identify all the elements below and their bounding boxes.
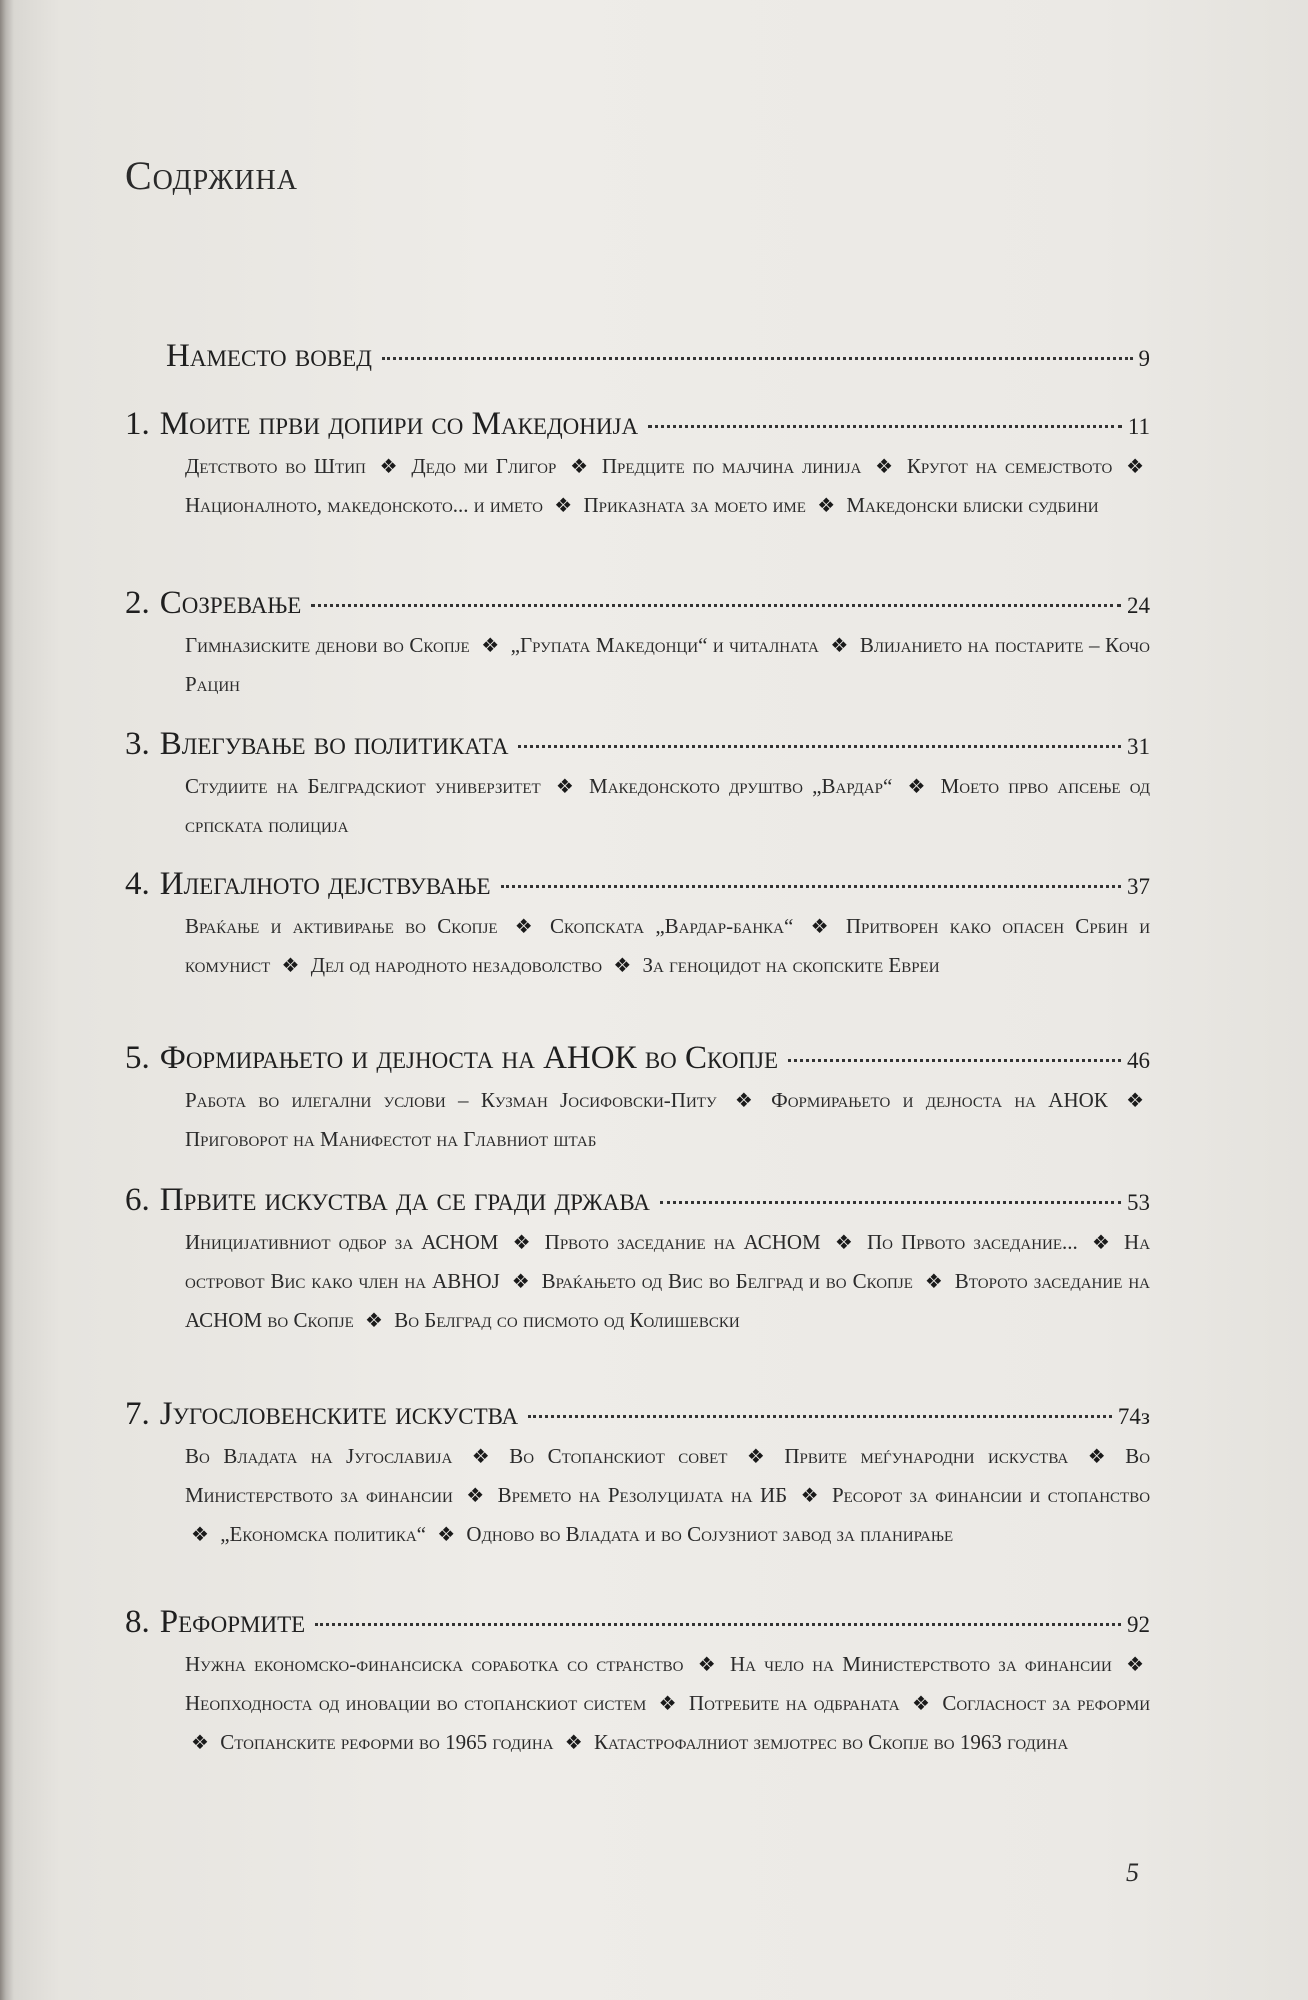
subtopic: Влијанието на постарите – Кочо Рацин xyxy=(185,633,1151,696)
diamond-separator-icon: ❖ xyxy=(734,1090,753,1112)
subtopic: На островот Вис како член на АВНОЈ xyxy=(185,1230,1151,1293)
subtopic: Моето прво апсење од српската полиција xyxy=(185,774,1151,837)
subtopic: Времето на Резолуцијата на ИБ xyxy=(497,1483,788,1507)
chapter-number: 2. xyxy=(125,585,150,621)
chapter-title: Созревање xyxy=(159,585,302,621)
toc-heading[interactable] xyxy=(125,1182,1150,1219)
chapter-title: Илегалното дејствување xyxy=(159,866,491,902)
toc-entry xyxy=(125,726,1150,844)
diamond-separator-icon: ❖ xyxy=(834,1232,853,1254)
subtopic: Детството во Штип xyxy=(185,454,366,478)
toc-heading[interactable] xyxy=(125,1040,1150,1077)
subtopic: Студиите на Белградскиот универзитет xyxy=(185,774,541,798)
subtopic: Скопската „Вардар-банка“ xyxy=(549,914,794,938)
dot-leader xyxy=(528,1415,1112,1418)
subtopic: Ресорот за финансии и стопанство xyxy=(831,1483,1151,1507)
chapter-page-number: 9 xyxy=(1138,346,1150,371)
toc-heading[interactable] xyxy=(125,406,1150,443)
diamond-separator-icon: ❖ xyxy=(365,1310,383,1332)
diamond-separator-icon: ❖ xyxy=(875,456,894,478)
subtopic: Приказната за моето име xyxy=(583,493,806,517)
subtopic: Притворен како опасен Србин и комунист xyxy=(185,914,1151,977)
toc-entry xyxy=(125,1040,1150,1158)
chapter-subtopics xyxy=(185,907,1150,985)
subtopic: Гимназиските денови во Скопје xyxy=(185,633,470,657)
toc-heading[interactable] xyxy=(166,338,1150,375)
diamond-separator-icon: ❖ xyxy=(379,456,398,478)
page-number: 5 xyxy=(1126,1858,1139,1887)
chapter-title: Реформите xyxy=(159,1604,306,1640)
diamond-separator-icon: ❖ xyxy=(697,1654,716,1676)
diamond-separator-icon: ❖ xyxy=(1091,1232,1110,1254)
subtopic: Дел од народното незадоволство xyxy=(310,953,603,977)
diamond-separator-icon: ❖ xyxy=(564,1732,583,1754)
diamond-separator-icon: ❖ xyxy=(511,1271,530,1293)
subtopic: Нужна економско-финансиска соработка со странство xyxy=(185,1652,684,1676)
subtopic: Согласност за реформи xyxy=(942,1691,1151,1715)
toc-entry xyxy=(125,866,1150,985)
chapter-title: Моите први допири со Македонија xyxy=(159,406,639,442)
diamond-separator-icon: ❖ xyxy=(512,1232,531,1254)
diamond-separator-icon: ❖ xyxy=(281,955,300,977)
diamond-separator-icon: ❖ xyxy=(746,1446,765,1468)
subtopic: „Групата Македонци“ и читалната xyxy=(510,633,819,657)
subtopic: Второто заседание на АСНОМ во Скопје xyxy=(185,1269,1150,1332)
subtopic: Дедо ми Глигор xyxy=(411,454,557,478)
subtopic: Првите меѓународни искуства xyxy=(784,1444,1069,1468)
subtopic: Националното, македонското... и името xyxy=(185,493,544,517)
chapter-title: Првите искуства да се гради држава xyxy=(159,1182,650,1218)
subtopic: Враќање и активирање во Скопје xyxy=(185,914,498,938)
chapter-subtopics xyxy=(185,1437,1150,1554)
subtopic: Предците по мајчина линија xyxy=(601,454,862,478)
toc-heading[interactable] xyxy=(125,585,1150,622)
subtopic: Првото заседание на АСНОМ xyxy=(544,1230,821,1254)
subtopic: Работа во илегални услови – Кузман Јосифовски-Питу xyxy=(185,1088,717,1112)
chapter-title: Формирањето и дејноста на АНОК во Скопје xyxy=(159,1040,779,1076)
toc-entry xyxy=(166,338,1150,375)
diamond-separator-icon: ❖ xyxy=(658,1693,677,1715)
dot-leader xyxy=(788,1059,1121,1062)
chapter-number: 1. xyxy=(125,406,150,442)
diamond-separator-icon: ❖ xyxy=(481,635,500,657)
dot-leader xyxy=(648,425,1122,428)
diamond-separator-icon: ❖ xyxy=(1087,1446,1106,1468)
dot-leader xyxy=(315,1623,1121,1626)
toc-entry xyxy=(125,1396,1150,1554)
chapter-number: 7. xyxy=(125,1396,150,1432)
chapter-page-number: 53 xyxy=(1127,1190,1150,1215)
subtopic: Македонски блиски судбини xyxy=(846,493,1099,517)
diamond-separator-icon: ❖ xyxy=(514,916,533,938)
subtopic: Стопанските реформи во 1965 година xyxy=(220,1730,554,1754)
chapter-subtopics xyxy=(185,767,1150,844)
toc-entry xyxy=(125,1604,1150,1762)
subtopic: Во Владата на Југославија xyxy=(185,1444,453,1468)
toc-entry xyxy=(125,585,1150,703)
dot-leader xyxy=(382,357,1133,360)
diamond-separator-icon: ❖ xyxy=(810,916,829,938)
dot-leader xyxy=(518,745,1121,748)
chapter-number: 5. xyxy=(125,1040,150,1076)
diamond-separator-icon: ❖ xyxy=(554,495,573,517)
subtopic: Одново во Владата и во Сојузниот завод за планирање xyxy=(466,1522,954,1546)
toc-heading[interactable] xyxy=(125,726,1150,763)
chapter-number: 6. xyxy=(125,1182,150,1218)
chapter-page-number: 74з xyxy=(1117,1404,1150,1429)
subtopic: Приговорот на Манифестот на Главниот штаб xyxy=(185,1127,597,1151)
chapter-number: 4. xyxy=(125,866,150,902)
diamond-separator-icon: ❖ xyxy=(1126,1090,1145,1112)
diamond-separator-icon: ❖ xyxy=(800,1485,819,1507)
chapter-subtopics xyxy=(185,447,1150,525)
subtopic: По Првото заседание... xyxy=(866,1230,1078,1254)
dot-leader xyxy=(501,885,1121,888)
diamond-separator-icon: ❖ xyxy=(613,955,632,977)
chapter-title: Наместо вовед xyxy=(166,338,372,374)
chapter-page-number: 92 xyxy=(1127,1612,1150,1637)
diamond-separator-icon: ❖ xyxy=(471,1446,490,1468)
toc-entry xyxy=(125,406,1150,525)
diamond-separator-icon: ❖ xyxy=(191,1524,209,1546)
subtopic: Македонското друштво „Вардар“ xyxy=(589,774,893,798)
chapter-subtopics xyxy=(185,1081,1150,1158)
diamond-separator-icon: ❖ xyxy=(437,1524,456,1546)
subtopic: Иницијативниот одбор за АСНОМ xyxy=(185,1230,499,1254)
diamond-separator-icon: ❖ xyxy=(907,776,926,798)
toc-entry xyxy=(125,1182,1150,1340)
subtopic: За геноцидот на скопските Евреи xyxy=(642,953,940,977)
chapter-subtopics xyxy=(185,626,1150,703)
toc-heading[interactable] xyxy=(125,1396,1150,1433)
chapter-page-number: 24 xyxy=(1127,593,1150,618)
chapter-subtopics xyxy=(185,1645,1150,1762)
dot-leader xyxy=(660,1201,1121,1204)
subtopic: Во Стопанскиот совет xyxy=(509,1444,728,1468)
chapter-page-number: 11 xyxy=(1127,414,1150,439)
diamond-separator-icon: ❖ xyxy=(191,1732,209,1754)
subtopic: Неопходноста од иновации во стопанскиот систем xyxy=(185,1691,647,1715)
toc-heading[interactable] xyxy=(125,1604,1150,1641)
subtopic: Во Белград со писмото од Колишевски xyxy=(394,1308,740,1332)
chapter-page-number: 37 xyxy=(1127,874,1150,899)
subtopic: „Економска политика“ xyxy=(220,1522,426,1546)
subtopic: Кругот на семејството xyxy=(906,454,1113,478)
dot-leader xyxy=(311,604,1121,607)
subtopic: Враќањето од Вис во Белград и во Скопје xyxy=(541,1269,913,1293)
diamond-separator-icon: ❖ xyxy=(555,776,574,798)
chapter-title: Југословенските искуства xyxy=(159,1396,519,1432)
subtopic: На чело на Министерството за финансии xyxy=(729,1652,1112,1676)
chapter-title: Влегување во политиката xyxy=(159,726,509,762)
subtopic: Во Министерството за финансии xyxy=(185,1444,1151,1507)
diamond-separator-icon: ❖ xyxy=(466,1485,485,1507)
subtopic: Формирањето и дејноста на АНОК xyxy=(771,1088,1108,1112)
chapter-number: 3. xyxy=(125,726,150,762)
diamond-separator-icon: ❖ xyxy=(1126,456,1145,478)
diamond-separator-icon: ❖ xyxy=(912,1693,930,1715)
subtopic: Катастрофалниот земјотрес во Скопје во 1963 година xyxy=(593,1730,1069,1754)
page-title: Содржина xyxy=(125,153,298,198)
toc-heading[interactable] xyxy=(125,866,1150,903)
chapter-page-number: 31 xyxy=(1127,734,1150,759)
diamond-separator-icon: ❖ xyxy=(817,495,836,517)
chapter-subtopics xyxy=(185,1223,1150,1340)
diamond-separator-icon: ❖ xyxy=(924,1271,943,1293)
chapter-page-number: 46 xyxy=(1127,1048,1150,1073)
diamond-separator-icon: ❖ xyxy=(830,635,849,657)
diamond-separator-icon: ❖ xyxy=(570,456,589,478)
chapter-number: 8. xyxy=(125,1604,150,1640)
diamond-separator-icon: ❖ xyxy=(1126,1654,1144,1676)
subtopic: Потребите на одбраната xyxy=(688,1691,900,1715)
